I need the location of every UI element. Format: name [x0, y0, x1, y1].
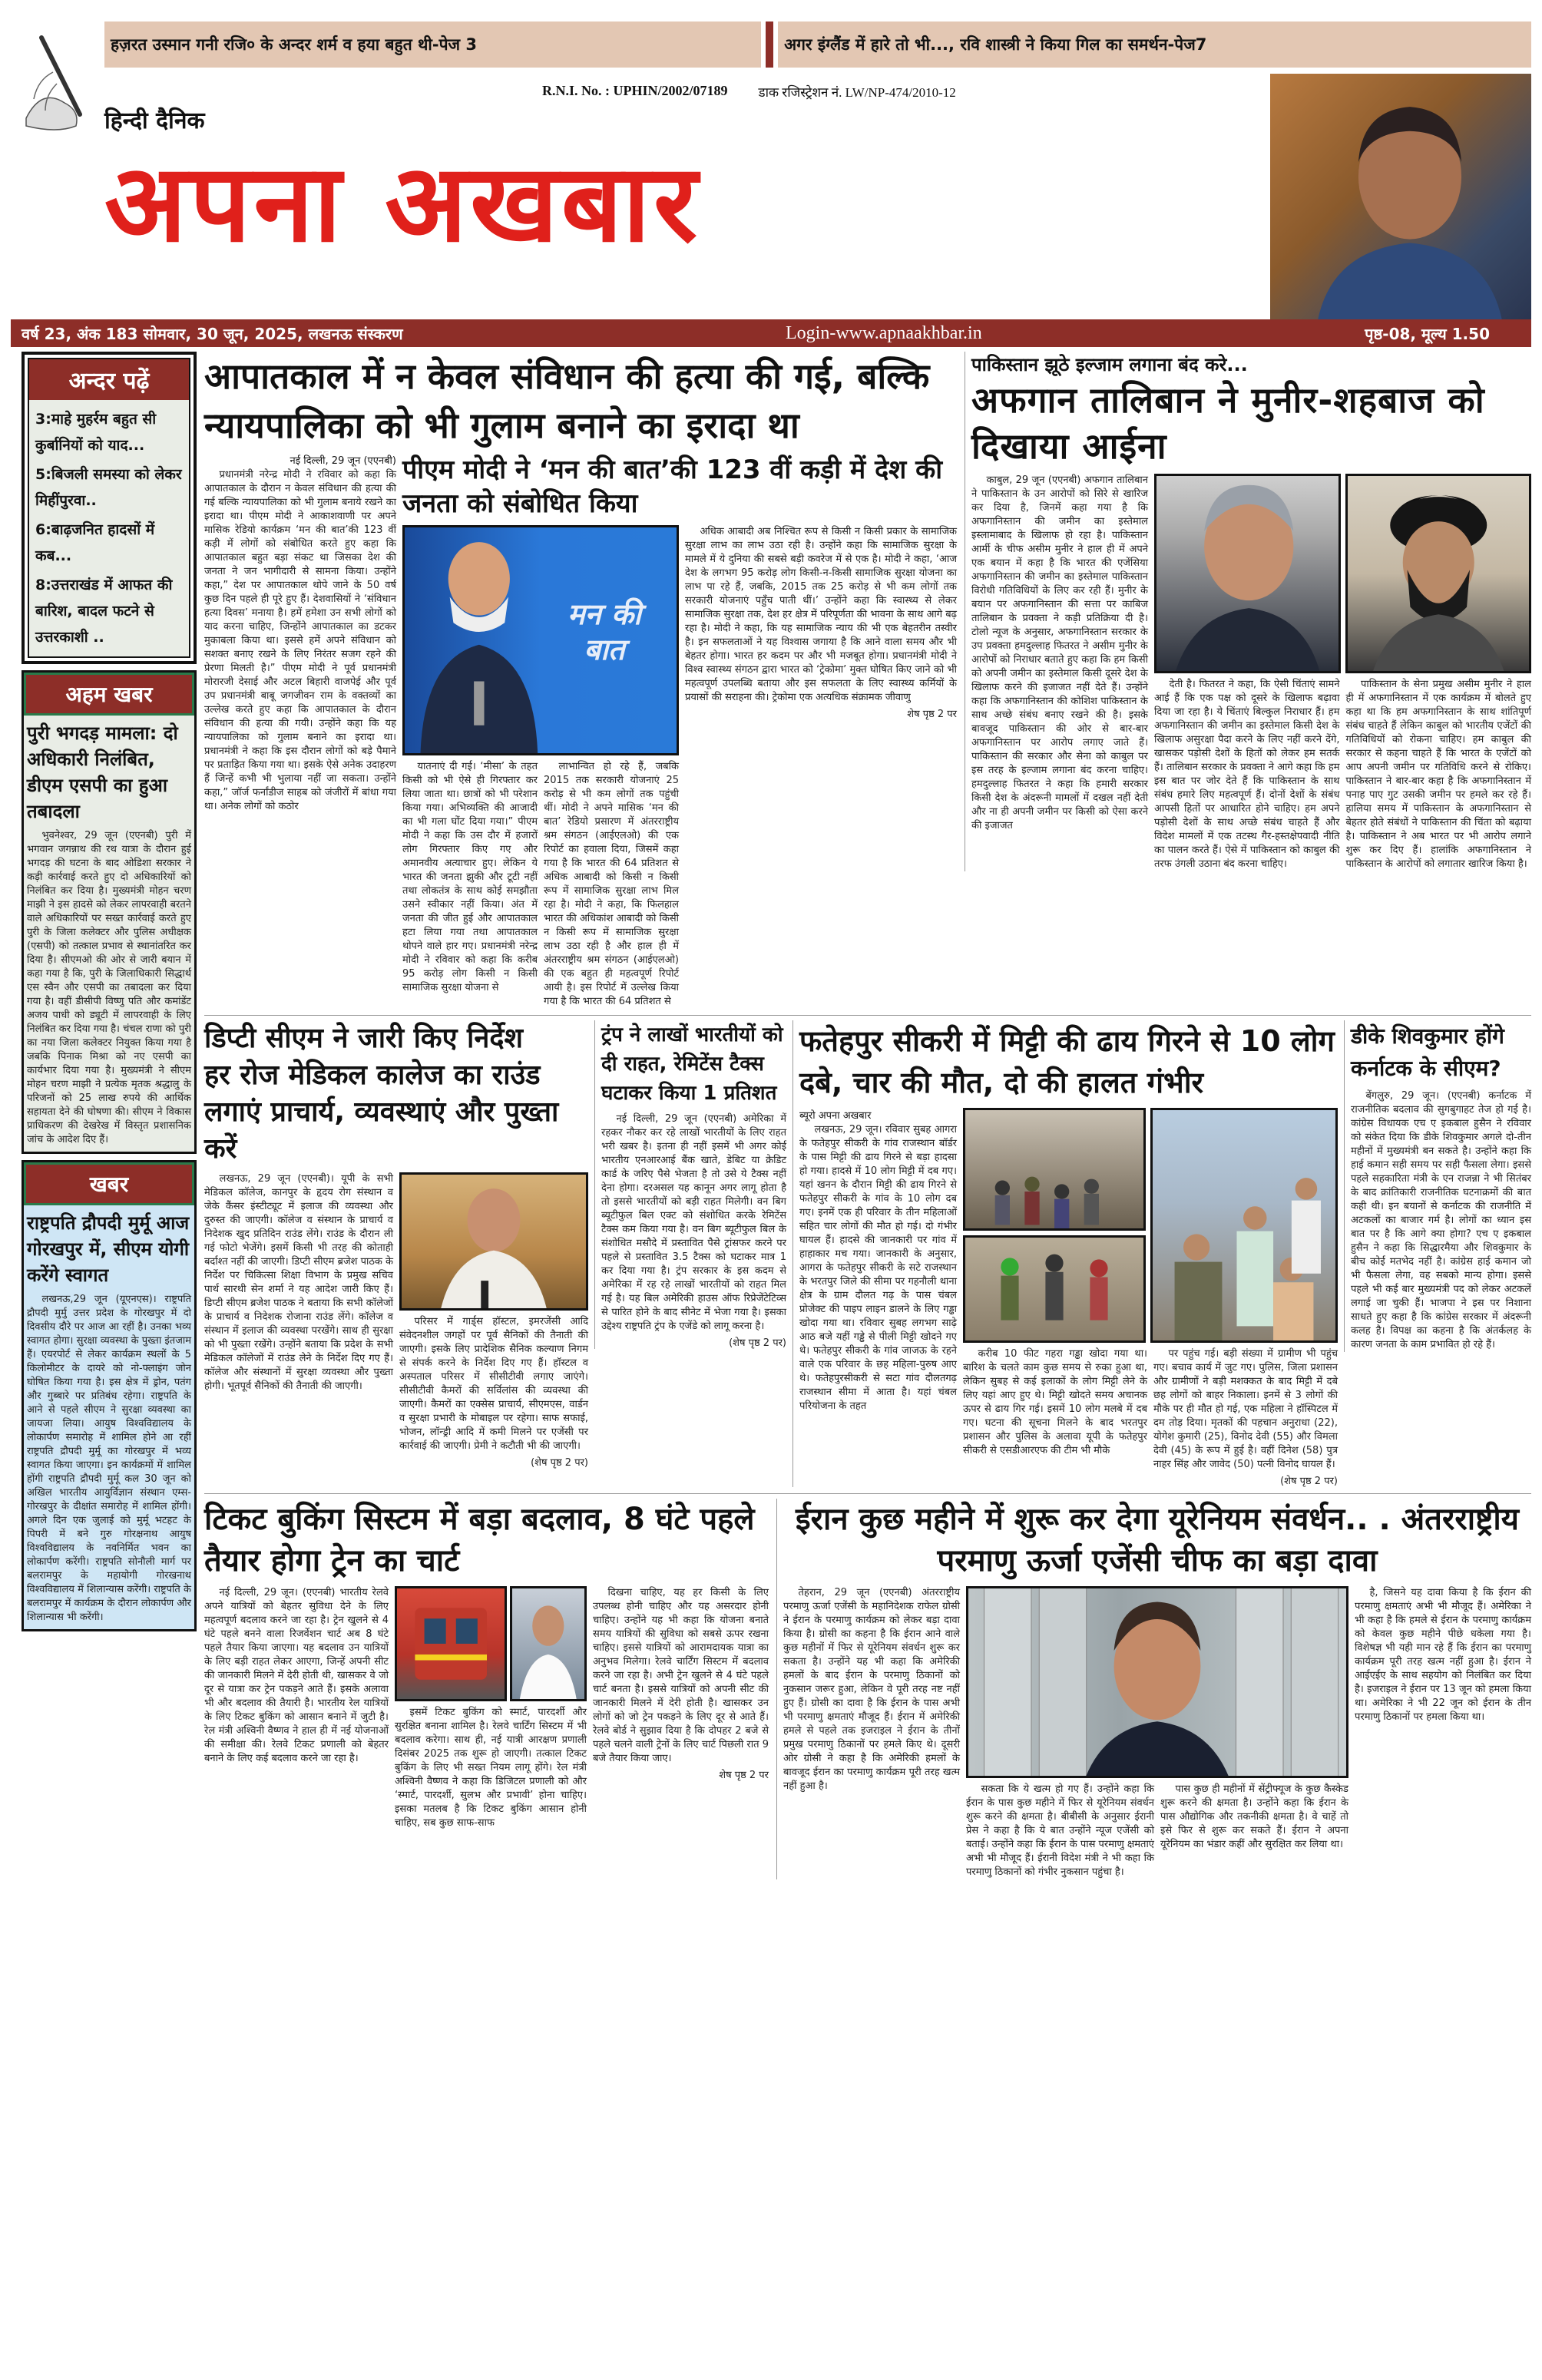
lead-dateline: नई दिल्ली, 29 जून (एएनबी): [290, 455, 396, 467]
fatehpur-byline: ब्यूरो अपना अखबार: [799, 1110, 872, 1122]
deputy-cm-kicker[interactable]: डिप्टी सीएम ने जारी किए निर्देश: [204, 1023, 523, 1054]
afghan-kicker: पाकिस्तान झूठे इल्जाम लगाना बंद करे...: [971, 354, 1248, 375]
lead-body-col2: यातनाएं दी गई। ‘मीसा’ के तहत किसी को भी ऐसे ही गिरफ्तार कर लिया जाता था। छात्रों को भी परेशान किया गया। अभिव्यक्ति की आजादी का भी गला घोंट दिया गया।” पीएम मोदी ने कहा कि उस दौर में हजारों लोग गिरफ्तार किए गए और अमानवीय अत्याचार हुए। लेकिन ये भारत की जनता झुकी और टूटी नहीं तथा लोकतंत्र के साथ कोई समझौता उसने स्वीकार नहीं किया। अंत में जनता की जीत हुई और आपातकाल हटा लिया गया तथा आपातकाल थोपने वाले हार गए। प्रधानमंत्री नरेन्द्र मोदी ने रविवार को कहा कि करीब 95 करोड़ लोग किसी न किसी सामाजिक सुरक्षा योजना से: [402, 761, 538, 993]
person-portrait-icon: [1270, 74, 1531, 319]
teaser-right-text: अगर इंग्लैंड में हारे तो भी..., रवि शास्त्री ने किया गिल का समर्थन-: [784, 35, 1175, 54]
trump-body: नई दिल्ली, 29 जून (एएनबी) अमेरिका में रहकर नौकर कर रहे लाखों भारतीयों के लिए राहत भरी खबर है। इतना ही नहीं इसमें भी अगर कोई भारतीय एनआरआई बैंक खाते, डेबिट या क्रेडिट कार्ड के जरिए पैसे भेजता है तो उसे ये टैक्स नहीं देना होगा। दरअसल यह कानून अगर लागू होता है तो इससे भारतीयों को बड़ी राहत मिलेगी। वन बिग ब्यूटीफुल बिल एक्ट को संशोधित करके रेमिटेंस टैक्स कम किया गया है। वन बिग ब्यूटीफुल बिल के संशोधित मसौदे में प्रस्तावित पैसे ट्रांसफर करने पर पहले से प्रस्तावित 3.5 टैक्स को घटाकर मात्र 1 कर दिया गया है। ट्रंप सरकार के इस कदम से अमेरिका में रह रहे लाखों भारतीयों को राहत मिल गई है। यह बिल अमेरिकी हाउस ऑफ रिप्रेजेंटेटिव्स से पारित होने के बाद सीनेट में भेजा गया है। इसका उद्देश्य राष्ट्रपति ट्रंप के एजेंडे को लागू करना है।: [601, 1113, 786, 1332]
lead-headline[interactable]: आपातकाल में न केवल संविधान की हत्या की गई, बल्कि न्यायपालिका को भी गुलाम बनाने का इरादा था: [204, 355, 930, 446]
railway-headline[interactable]: टिकट बुकिंग सिस्टम में बड़ा बदलाव, 8 घंटे पहले तैयार होगा ट्रेन का चार्ट: [204, 1502, 755, 1578]
teaser-left[interactable]: [104, 21, 761, 68]
iran-body-col2: सकता कि ये खत्म हो गए हैं। उन्होंने कहा कि ईरान के पास कुछ महीने में फिर से यूरेनियम संवर्धन शुरू करने की क्षमता है। बीबीसी के अनुसार ईरानी प्रेस ने कहा है कि ये बात उन्होंने न्यूज एजेंसी को बताई। उन्होंने कहा कि ईरान के पास परमाणु क्षमताएं अभी भी मौजूद हैं। ईरानी विदेश मंत्री ने भी कहा कि परमाणु ठिकानों को गंभीर नुकसान पहुंचा है।: [966, 1783, 1154, 1878]
dk-headline[interactable]: डीके शिवकुमार होंगे कर्नाटक के सीएम?: [1351, 1023, 1504, 1081]
railway-body-col3: दिखना चाहिए, यह हर किसी के लिए उपलब्ध होनी चाहिए और यह असरदार होनी चाहिए। उन्होंने यह भी कहा कि योजना बनाते समय यात्रियों की सुविधा को सबसे ऊपर रखना चाहिए। इससे यात्रियों को आरामदायक यात्रा का अनुभव मिलेगा। रेलवे चार्टिंग सिस्टम में बदलाव करने जा रहा है। अभी ट्रेन खुलने से 4 घंटे पहले चार्ट बनता है। इससे यात्रियों को अपनी सीट की जानकारी मिलने में देरी होती है। खासकर उन लोगों को जो ट्रेन पकड़ने के लिए दूर से आते हैं। रेलवे बोर्ड ने सुझाव दिया है कि दोपहर 2 बजे से पहले चलने वाली ट्रेनों के लिए चार्ट पिछली रात 9 बजे तैयार किया जाए।: [593, 1587, 769, 1764]
iran-headline[interactable]: ईरान कुछ महीने में शुरू कर देगा यूरेनियम संवर्धन.. . अंतरराष्ट्रीय परमाणु ऊर्जा एजेंसी चीफ का बड़ा दावा: [796, 1502, 1519, 1578]
inside-item[interactable]: 8:उत्तराखंड में आफत की बारिश, बादल फटने से उत्तरकाशी ..: [35, 577, 173, 646]
lead-body-col3: लाभान्वित हो रहे हैं, जबकि 2015 तक सरकारी योजनाएं 25 करोड़ से भी कम लोगों तक पहुंची थीं। मोदी ने अपने मासिक ‘मन की बात’ रेडियो प्रसारण में अंतरराष्ट्रीय श्रम संगठन (आईएलओ) की एक रिपोर्ट का हवाला दिया, जिसमें कहा गया है कि भारत की 64 प्रतिशत से अधिक आबादी को किसी न किसी रूप में सामाजिक सुरक्षा लाभ मिल रहा है। मोदी ने कहा, कि फिलहाल भारत की अधिकांश आबादी को किसी न किसी रूप में सामाजिक सुरक्षा लाभ उठा रही है और हाल ही में अंतरराष्ट्रीय श्रम संगठन (आईएलओ) की एक बहुत ही महत्वपूर्ण रिपोर्ट आयी है। इस रिपोर्ट में उल्लेख किया गया है कि भारत की 64 प्रतिशत से: [544, 761, 679, 1007]
important-news-body: भुवनेश्वर, 29 जून (एएनबी) पुरी में भगवान जगन्नाथ की रथ यात्रा के दौरान हुई भगदड़ की घटना के बाद ओडिशा सरकार ने कड़ी कार्रवाई करते हुए दो अधिकारियों को निलंबित कर दिया है। मुख्यमंत्री मोहन चरण माझी ने इस हादसे को लेकर लापरवाही बरतने वाले अधिकारियों पर सख्त कार्रवाई करते हुए पुरी के जिला कलेक्टर और पुलिस अधीक्षक (एसपी) को तत्काल प्रभाव से स्थानांतरित कर दिया है। सीएमओ की ओर से जारी बयान में कहा गया है कि, पुरी के जिलाधिकारी सिद्धार्थ एस स्वैन और एसपी का तबादला कर दिया गया है। वहीं डीसीपी विष्णु पति और कमांडेंट अजय पाधी को ड्यूटी में लापरवाही के लिए निलंबित कर दिया गया है। चंचल राणा को पुरी का नया जिला कलेक्टर नियुक्त किया गया है जबकि पिनाक मिश्रा को नए एसपी का कार्यभार दिया गया है। मुख्यमंत्री ने सीएम मोहन चरण माझी ने प्रत्येक मृतक श्रद्धालु के परिजनों को 25 लाख रुपये की आर्थिक सहायता देने की घोषणा की। सीएम ने विकास प्राधिकरण की देखरेख में विस्तृत प्रशासनिक जांच के आदेश दिए हैं।: [27, 830, 191, 1145]
fatehpur-site-photo-2: [963, 1235, 1146, 1343]
important-news-box: [22, 670, 197, 1154]
railway-body-col1: नई दिल्ली, 29 जून। (एएनबी) भारतीय रेलवे अपने यात्रियों को बेहतर सुविधा देने के लिए महत्वपूर्ण बदलाव करने जा रहा है। ट्रेन खुलने से 4 घंटे पहले बनने वाला रिजर्वेशन चार्ट अब 8 घंटे पहले तैयार किया जाएगा। यह बदलाव उन यात्रियों के लिए बड़ी राहत लेकर आएगा, जिन्हें अपनी सीट की जानकारी मिलने में देरी होती थी, खासकर वे जो दूर से यात्रा कर ट्रेन पकड़ने आते हैं। इसके अलावा भी और बदलाव की तैयारी है। भारतीय रेल यात्रियों के लिए टिकट बुकिंग को आसान बनाने में जुटी है। रेल मंत्री अश्विनी वैष्णव ने हाल ही में नई योजनाओं की समीक्षा की। रेलवे टिकट प्रणाली को बेहतर बनाने के लिए कई बदलाव करने जा रहा है।: [204, 1587, 389, 1764]
teaser-right-page: पेज7: [1174, 35, 1207, 54]
deputy-cm-story: [204, 1020, 588, 1469]
iran-body-col3: पास कुछ ही महीनों में सेंट्रीफ्यूज के कुछ कैस्केड शुरू करने की क्षमता है। उन्होंने कहा कि ईरान के पास औद्योगिक और तकनीकी क्षमता है। वे चाहें तो इसे फिर से शुरू कर सकते हैं। ईरान ने अपना यूरेनियम का भंडार कहीं और सुरक्षित कर लिया था।: [1160, 1783, 1348, 1850]
person-portrait-icon: [1156, 476, 1338, 671]
trump-story: [594, 1020, 786, 1349]
afghan-body-col3: पाकिस्तान के सेना प्रमुख असीम मुनीर ने हाल ही में अफगानिस्तान में एक कार्यक्रम में बोलते हुए कहा था कि हम अफगानिस्तान के साथ शांतिपूर्ण संबंध चाहते हैं लेकिन काबुल को भारतीय एजेंटों की गतिविधियों को रोकना चाहिए। हम काबुल की सरकार से कहना चाहते हैं कि भारत के एजेंटों को आप अपनी जमीन पर गतिविधि करने से रोकिए। पाकिस्तान ने बार-बार कहा है कि अफगानिस्तान में पनाह पाए गुट उसकी जमीन पर हमले कर रहे हैं। हालिया समय में पाकिस्तान के अफगानिस्तान से बेहतर होते संबंधों ने पाकिस्तान की चिंता को बढ़ाया है। पाकिस्तान ने अब भारत पर भी आरोप लगाने शुरू कर दिए हैं। हालांकि अफगानिस्तान ने पाकिस्तान के आरोपों को लगातार खारिज किया है।: [1345, 679, 1531, 870]
lead-body-col1: प्रधानमंत्री नरेन्द्र मोदी ने रविवार को कहा कि आपातकाल के दौरान न केवल संविधान की हत्या की गई बल्कि न्यायपालिका को भी गुलाम बनाये रखने का इरादा था। पीएम मोदी ने आकाशवाणी पर अपने मासिक रेडियो कार्यक्रम ‘मन की बात’की 123 वीं कड़ी में लोगों को संबोधित करते हुए कहा कि आपातकाल बहुत बड़ा संकट था जिसका देश की जनता ने जन भागीदारी से सामना किया। उन्होंने कहा,” देश पर आपातकाल थोपे जाने के 50 वर्ष कुछ दिन पहले ही पूरे हुए हैं। देशवासियों ने ‘संविधान हत्या दिवस’ मनाया है। हमें हमेशा उन सभी लोगों को याद करना चाहिए, जिन्होंने आपातकाल का डटकर मुकाबला किया था। इससे हमें अपने संविधान को सशक्त बनाए रखने के लिए निरंतर सजग रहने की प्रेरणा मिलती है।” पीएम मोदी ने पूर्व प्रधानमंत्री मोरारजी देसाई और अटल बिहारी वाजपेई और पूर्व उप प्रधानमंत्री बाबू जगजीवन राम के वक्तव्यों का उल्लेख करते हुए कहा कि आपातकाल के दौरान संविधान की हत्या की गयी। उन्होंने कहा कि यह न्यायपालिका को गुलाम बनाने का इरादा था। प्रधानमंत्री ने कहा कि इस दौरान लोगों को बड़े पैमाने पर प्रताड़ित किया गया था। इसके ऐसे अनेक उदाहरण हैं जिन्हें कभी भी भुलाया नहीं जा सकता। उन्होंने कहा,” जॉर्ज फर्नांडीज साहब को जंजीरों में बांधा गया था। अनेक लोगों को कठोर: [204, 469, 396, 812]
afghan-headline[interactable]: अफगान तालिबान ने मुनीर-शहबाज को दिखाया आईना: [971, 379, 1485, 467]
main-content: [204, 352, 1531, 1879]
pen-hand-icon: [11, 26, 95, 134]
fatehpur-headline[interactable]: फतेहपुर सीकरी में मिट्टी की ढाय गिरने से 10 लोग दबे, चार की मौत, दो की हालत गंभीर: [799, 1024, 1335, 1099]
important-news-title: अहम खबर: [24, 673, 194, 716]
newspaper-title: अपना अखबार: [104, 141, 701, 266]
news-box: [22, 1160, 197, 1631]
news-box-body: लखनऊ,29 जून (यूएनएस)। राष्ट्रपति द्रौपदी मुर्मु उत्तर प्रदेश के गोरखपुर में दो दिवसीय दौरे पर आज आ रहीं है। उनका भव्य स्वागत होगा। सुरक्षा व्यवस्था के पुख्ता इंतजाम हैं। एयरपोर्ट से लेकर कार्यक्रम स्थलों के 5 किलोमीटर के दायरे को नो-फ्लाइंग जोन घोषित किया गया है। इस क्षेत्र में ड्रोन, पतंग और गुब्बारे पर प्रतिबंध रहेगा। राष्ट्रपति के आने से पहले सीएम ने सुरक्षा व्यवस्था का जायजा लिया। आयुष विश्वविद्यालय के लोकार्पण समारोह में शामिल होने आ रहीं राष्ट्रपति द्रौपदी मुर्मू का गोरखपुर में भव्य स्वागत किया जाएगा। इन कार्यक्रमों में शामिल होंगी राष्ट्रपति द्रौपदी मुर्मू कल 30 जून को अखिल भारतीय आयुर्विज्ञान संस्थान एम्स-गोरखपुर के दीक्षांत समारोह में शामिल होंगी। अगले दिन एक जुलाई को मुर्मू भटहट के पिपरी में बने गुरु गोरक्षनाथ आयुष विश्वविद्यालय के नवनिर्मित भवन का लोकार्पण करेंगी। राष्ट्रपति सोनौली मार्ग पर बलरामपुर के महायोगी गोरखनाथ विश्वविद्यालय में शिलान्यास करेंगी। राष्ट्रपति के बलरामपुर में कार्यक्रम के दौरान लोकार्पण और शिलान्यास भी करेंगी।: [27, 1294, 191, 1623]
teaser-divider: [766, 21, 773, 68]
railway-body-col2: इसमें टिकट बुकिंग को स्मार्ट, पारदर्शी और सुरक्षित बनाना शामिल है। रेलवे चार्टिंग सिस्टम में भी बदलाव करेगा। साथ ही, नई यात्री आरक्षण प्रणाली दिसंबर 2025 तक शुरू हो जाएगी। तत्काल टिकट बुकिंग के लिए भी सख्त नियम लागू होंगे। रेल मंत्री अश्विनी वैष्णव ने कहा कि डिजिटल प्रणाली को और ‘स्मार्ट, पारदर्शी, सुलभ और प्रभावी’ होना चाहिए। इसका मतलब है कि टिकट बुकिंग आसान होनी चाहिए, सब कुछ साफ-साफ: [395, 1707, 587, 1829]
deputy-cm-photo: [399, 1172, 588, 1311]
tagline: हिन्दी दैनिक: [104, 107, 205, 134]
dk-body: बेंगलुरु, 29 जून। (एएनबी) कर्नाटक में राजनीतिक बदलाव की सुगबुगाहट तेज हो गई है। कांग्रेस विधायक एच ए इकबाल हुसैन ने रविवार को संकेत दिया कि डीके शिवकुमार अगले दो-तीन महीनों में मुख्यमंत्री बन सकते है। उन्होंने कहा कि हाई कमान सही समय पर सही फैसला लेगा। इससे पहले सहकारिता मंत्री के एन राजन्ना ने भी सितंबर के बाद क्रांतिकारी राजनीतिक घटनाक्रमों की बात कही थी। इन बयानों से कर्नाटक की राजनीति में अटकलों का बाजार गर्म है। लोगों का ध्यान इस बात पर है कि आगे क्या होगा? एच ए इकबाल हुसैन ने कहा कि सिद्धारमैया और शिवकुमार के बीच कोई मतभेद नहीं है। कांग्रेस हाई कमान जो भी फैसला लेगा, वह सबको मान्य होगा। इससे पहले भी कई बार मुख्यमंत्री पद को लेकर अटकलें लगाई जा चुकी हैं। भाजपा ने इस पर निशाना साधते हुए कहा है कि कांग्रेस सरकार में अंदरूनी कलह है। विपक्ष का कहना है कि अंतर्कलह के कारण जनता के काम प्रभावित हो रहे हैं।: [1351, 1090, 1531, 1350]
news-box-title: खबर: [24, 1162, 194, 1205]
deputy-cm-headline[interactable]: हर रोज मेडिकल कालेज का राउंड लगाएं प्राचार्य, व्यवस्थाएं और पुख्ता करें: [204, 1059, 559, 1165]
taliban-spokesperson-photo: [1345, 474, 1532, 673]
important-news-headline[interactable]: पुरी भगदड़ मामला: दो अधिकारी निलंबित, डीएम एसपी का हुआ तबादला: [27, 722, 178, 822]
deputy-cm-continued[interactable]: (शेष पृष्ठ 2 पर): [531, 1457, 588, 1469]
railway-story: [204, 1499, 769, 1830]
inside-item[interactable]: 3:माहे मुहर्रम बहुत सी कुर्बानियों को याद...: [35, 411, 157, 454]
fatehpur-body-col2: करीब 10 फीट गहरा गड्ढा खोदा गया था। बारिश के चलते काम कुछ समय से रुका हुआ था, लेकिन सुबह से कई इलाकों के लोग मिट्टी लेने के लिए यहां आए हुए थे। मिट्टी खोदते समय अचानक ऊपर से ढाय गिर गई। इसमें 10 लोग मलबे में दब गए। घटना की सूचना मिलने के बाद भरतपुर प्रशासन और पुलिस के अलावा यूपी के फतेहपुर सीकरी से एसडीआरएफ की टीम भी मौके: [963, 1348, 1147, 1456]
fatehpur-site-photo-1: [963, 1108, 1146, 1231]
deputy-cm-body-col2: परिसर में गार्ड्स हॉस्टल, इमरजेंसी आदि संवेदनशील जगहों पर पूर्व सैनिकों की तैनाती की जाएगी। इसके लिए प्रादेशिक सैनिक कल्याण निगम से संपर्क करने के निर्देश दिए गए हैं। हॉस्टल व अस्पताल परिसर में सीसीटीवी लगाए जाएंगे। सीसीटीवी कैमरों की सर्विलांस की व्यवस्था की जाएगी। कैमरों का एक्सेस प्राचार्य, सीएमएस, वार्डन व सुरक्षा प्रभारी के मोबाइल पर रहेगा। साफ सफाई, भोजन, लॉन्ड्री आदि में कमी मिलने पर एजेंसी पर कार्रवाई की जाएगी। प्रेमी ने कटौती भी की जाएगी।: [399, 1316, 588, 1452]
mann-ki-baat-photo: [402, 525, 679, 755]
lead-story: [204, 352, 957, 1009]
edition-bar: [11, 319, 1531, 347]
inside-item[interactable]: 5:बिजली समस्या को लेकर मिहींपुरवा..: [35, 466, 182, 509]
person-turban-portrait-icon: [1348, 476, 1530, 671]
fatehpur-rescue-photo: [1150, 1108, 1338, 1343]
lead-subheadline[interactable]: पीएम मोदी ने ‘मन की बात’की 123 वीं कड़ी में देश की जनता को संबोधित किया: [402, 455, 943, 519]
fatehpur-body-col1: लखनऊ, 29 जून। रविवार सुबह आगरा के फतेहपुर सीकरी के गांव राजस्थान बॉर्डर के पास मिट्टी की ढाय गिरने से बड़ा हादसा हो गया। हादसे में 10 लोग मिट्टी में दब गए। यहां खनन के दौरान मिट्टी की ढाय गिरने से फतेहपुर सीकरी के गांव के 10 लोग दब गए। इनमें एक ही परिवार के तीन महिलाओं सहित चार लोगों की मौत हो गई। दो गंभीर घायल हैं। हादसे की जानकारी पर गांव में हाहाकार मच गया। जानकारी के अनुसार, आगरा के फतेहपुर सीकरी के सटे राजस्थान के भरतपुर जिले की सीमा पर गहनौली थाना क्षेत्र के ग्राम दौलत गढ़ के पास चंबल प्रोजेक्ट की पाइप लाइन डालने के लिए गड्ढा खोदा गया था। रविवार सुबह लगभग साढ़े आठ बजे यहीं गड्ढे से पीली मिट्टी खोदने गए थे। फतेहपुर सीकरी के गांव जाजऊ के रहने वाले एक परिवार के छह महिला-पुरुष आए थे। फतेहपुरसीकरी से सटा गांव दौलतगढ़ राजस्थान सीमा में आता है। यहां चंबल परियोजना के तहत: [799, 1124, 957, 1412]
afghan-story: [965, 352, 1531, 871]
inside-box-title: अन्दर पढ़ें: [29, 359, 189, 400]
afghan-body-col2: देती है। फितरत ने कहा, कि ऐसी चिंताएं सामने आई हैं कि एक पक्ष को दूसरे के खिलाफ बढ़ावा दिया जा रहा है। ये चिंताएं बिल्कुल निराधार हैं। हम अफगानिस्तान की जमीन का इस्तेमाल किसी देश के खिलाफ असुरक्षा पैदा करने के लिए नहीं करने देंगे, खासकर पड़ोसी देशों के हितों को लेकर हम सतर्क हैं। तालिबान सरकार के प्रवक्ता ने आगे कहा कि हम इस बात पर जोर देते हैं कि पाकिस्तान के साथ संबंध हमारे लिए महत्वपूर्ण हैं। दोनों देशों के संबंध आपसी हितों पर आधारित होने चाहिए। हम अपने पड़ोसी देशों के साथ अच्छे संबंध चाहते हैं और विदेश मामलों में एक तटस्थ गैर-हस्तक्षेपवादी नीति का पालन करते हैं। ऐसे में पाकिस्तान को काबुल की तरफ उंगली उठाना बंद करना चाहिए।: [1154, 679, 1340, 870]
rescue-workers-icon: [965, 1238, 1143, 1340]
dk-story: [1344, 1020, 1531, 1352]
pages-price: पृष्ठ-08, मूल्य 1.50: [1365, 324, 1490, 343]
postal-registration: डाक रजिस्ट्रेशन नं. LW/NP-474/2010-12: [758, 85, 956, 100]
railway-continued[interactable]: शेष पृष्ठ 2 पर: [719, 1770, 769, 1781]
train-engine-icon: [397, 1588, 505, 1699]
pen-logo-illustration: [11, 11, 97, 319]
inside-item[interactable]: 6:बाढ़जनित हादसों में कब...: [35, 521, 155, 564]
rni-number: R.N.I. No. : UPHIN/2002/07189: [542, 83, 728, 98]
inside-box: [22, 352, 197, 664]
teaser-right[interactable]: [778, 21, 1531, 68]
pakistan-official-photo: [1154, 474, 1341, 673]
person-in-nuclear-facility-icon: [968, 1588, 1346, 1776]
website-link[interactable]: Login-www.apnaakhbar.in: [786, 322, 982, 343]
iran-story: [776, 1499, 1531, 1879]
edition-info: वर्ष 23, अंक 183 सोमवार, 30 जून, 2025, लखनऊ संस्करण: [22, 324, 403, 343]
teaser-left-text: हज़रत उस्मान गनी रजि० के अन्दर शर्म व हया बहुत थी-: [111, 35, 439, 54]
teaser-left-page: पेज 3: [438, 35, 477, 54]
afghan-body-col1: काबुल, 29 जून (एएनबी) अफगान तालिबान ने पाकिस्तान के उन आरोपों को सिरे से खारिज कर दिया है, जिनमें कहा गया है कि अफगानिस्तान की जमीन का इस्तेमाल इस्लामाबाद के खिलाफ हो रहा है। पाकिस्तान आर्मी के चीफ असीम मुनीर ने हाल ही में अपने एक बयान में कहा है कि भारत की एजेंसिया अफगानिस्तान की जमीन का इस्तेमाल पाकिस्तान विरोधी गतिविधियों के लिए कर रही हैं। मुनीर के बयान पर अफगानिस्तान की सत्ता पर काबिज तालिबान के प्रवक्ता ने कड़ी प्रतिक्रिया दी है। टोलो न्यूज के अनुसार, अफगानिस्तान सरकार के उप प्रवक्ता हमदुल्लाह फितरत ने असीम मुनीर के आरोपों को निराधार बताते हुए कहा कि हम किसी को अपनी जमीन का इस्तेमाल किसी दूसरे देश के खिलाफ करने की इजाजत नहीं देते हैं। उन्होंने कहा कि अफगानिस्तान की कोशिश पाकिस्तान के साथ अच्छे संबंध बनाए रखने की है। इसके बावजूद पाकिस्तान की ओर से बार-बार अफगानिस्तान पर आरोप लगाए जाते हैं। पाकिस्तान की सरकार और सेना को काबुल पर इस तरह के इल्जाम लगाना बंद करना चाहिए। हमदुल्लाह फितरत ने कहा कि हमारी सरकार किसी देश के अंदरूनी मामलों में दखल नहीं देती और ना ही अपनी जमीन पर किसी को ऐसा करने की इजाजत: [971, 474, 1148, 831]
person-portrait-icon: [512, 1588, 584, 1699]
trump-continued[interactable]: (शेष पृष्ठ 2 पर): [729, 1337, 786, 1349]
fatehpur-continued[interactable]: (शेष पृष्ठ 2 पर): [1280, 1476, 1338, 1487]
officials-at-accident-site-icon: [1153, 1110, 1335, 1340]
railway-minister-photo: [510, 1586, 587, 1701]
deputy-cm-body-col1: लखनऊ, 29 जून (एएनबी)। यूपी के सभी मेडिकल कॉलेज, कानपुर के हृदय रोग संस्थान व जेके कैंसर इंस्टीट्यूट में इलाज की व्यवस्था और दुरुस्त की जाएगी। कॉलेज व संस्थान के प्राचार्य व निदेशक खुद प्रतिदिन राउंड लेंगे। राउंड के दौरान ली गई फोटो भेजेंगे। इसमें किसी भी तरह की कोताही बर्दाश्त नहीं की जाएगी। डिप्टी सीएम ब्रजेश पाठक के निर्देश पर चिकित्सा शिक्षा विभाग के प्रमुख सचिव पार्थ सारथी सेन शर्मा ने यह आदेश जारी किए हैं। डिप्टी सीएम ब्रजेश पाठक ने बताया कि सभी कॉलेजों के प्राचार्य व निदेशक रोजाना राउंड लेंगे। कॉलेज व संस्थान में इलाज की व्यवस्था परखेंगे। साथ ही सुरक्षा को भी पुख्ता रखेंगे। उन्होंने बताया कि प्रदेश के सभी मेडिकल कॉलेजों में राउंड लेने के निर्देश दिए गए हैं। कॉलेज और संस्थानों में सुरक्षा व्यवस्था और पुख्ता होगी। भूतपूर्व सैनिकों की तैनाती की जाएगी।: [204, 1173, 393, 1392]
fatehpur-story: [793, 1020, 1338, 1487]
masthead: [0, 0, 1542, 319]
iran-body-col1: तेहरान, 29 जून (एएनबी) अंतरराष्ट्रीय परमाणु ऊर्जा एजेंसी के महानिदेशक राफेल ग्रोसी ने ईरान के परमाणु कार्यक्रम को लेकर बड़ा दावा किया है। ग्रोसी का कहना है कि ईरान आने वाले कुछ महीनों में फिर से यूरेनियम संवर्धन शुरू कर सकता है। उन्होंने यह भी कहा कि अमेरिकी हमलों के बाद ईरान के परमाणु ठिकानों को नुकसान जरूर हुआ, लेकिन वे पूरी तरह नष्ट नहीं हुए हैं। ग्रोसी का दावा है कि ईरान के पास अभी भी परमाणु क्षमताएं मौजूद हैं। ईरान में अमेरिकी हमले से पहले तक इजराइल ने ईरान के तीनों प्रमुख परमाणु ठिकानों पर हमले किए थे। दूसरी ओर ग्रोसी ने कहा है कि अमेरिकी हमलों के बावजूद ईरान का परमाणु कार्यक्रम पूरी तरह खत्म नहीं हुआ है।: [783, 1587, 960, 1792]
fatehpur-body-col3: पर पहुंच गई। बड़ी संख्या में ग्रामीण भी पहुंच गए। बचाव कार्य में जुट गए। पुलिस, जिला प्रशासन और ग्रामीणों ने बड़ी मशक्कत के बाद मिट्टी में दबे छह लोगों को बाहर निकाला। इनमें से 3 लोगों की मौके पर ही मौत हो गई, एक महिला ने हॉस्पिटल में दम तोड़ दिया। मृतकों की पहचान अनुराधा (22), योगेश कुमारी (25), विनोद देवी (55) और विमला देवी (45) के रूप में हुई है। वहीं दिनेश (58) पुत्र नाहर सिंह और जावेद (50) पत्नी विनोद घायल हैं।: [1153, 1348, 1338, 1470]
cricket-coach-photo: [1270, 74, 1531, 319]
iran-body-col4: है, जिसने यह दावा किया है कि ईरान की परमाणु क्षमताएं अभी भी मौजूद हैं। अमेरिका ने भी कहा है कि हमले से ईरान के परमाणु कार्यक्रम को केवल कुछ महीने पीछे धकेला गया है। विशेषज्ञ भी यही मान रहे हैं कि ईरान का परमाणु कार्यक्रम पूरी तरह खत्म नहीं हुआ है। ईरान ने आईएईए के साथ सहयोग को निलंबित कर दिया है। इजराइल ने ईरान पर 13 जून को हमला किया था। अमेरिका ने भी 22 जून को ईरान के तीन परमाणु ठिकानों पर हमला किया था।: [1355, 1587, 1531, 1723]
mann-ki-baat-logo-text: मन की बात: [567, 597, 642, 666]
train-photo: [395, 1586, 507, 1701]
news-box-headline[interactable]: राष्ट्रपति द्रौपदी मुर्मू आज गोरखपुर में, सीएम योगी करेंगे स्वागत: [27, 1212, 190, 1286]
lead-continued[interactable]: शेष पृष्ठ 2 पर: [907, 709, 957, 720]
person-portrait-icon: [402, 1175, 586, 1308]
iaea-chief-photo: [966, 1586, 1348, 1778]
sidebar: [22, 352, 197, 1631]
crowd-at-site-icon: [965, 1110, 1143, 1228]
trump-headline[interactable]: ट्रंप ने लाखों भारतीयों को दी राहत, रेमिटेंस टैक्स घटाकर किया 1 प्रतिशत: [601, 1023, 783, 1105]
lead-body-col4: अधिक आबादी अब निश्चित रूप से किसी न किसी प्रकार के सामाजिक सुरक्षा लाभ का लाभ उठा रही है। उन्होंने कहा कि सामाजिक सुरक्षा के मामले में ये दुनिया की सबसे बड़ी कवरेज में से एक है। मोदी ने कहा, ‘आज देश के लगभग 95 करोड़ लोग किसी-न-किसी सामाजिक सुरक्षा योजना का लाभ पा रहे हैं, जबकि, 2015 तक 25 करोड़ से भी कम लोगों तक सरकारी योजनाएं पहुँच पाती थीं।’ उन्होंने कहा कि स्वास्थ्य से लेकर सामाजिक सुरक्षा तक, देश हर क्षेत्र में परिपूर्णता की भावना के साथ आगे बढ़ रहा है। मोदी ने कहा, कि यह सामाजिक न्याय की भी एक बेहतरीन तस्वीर है। इन सफलताओं ने यह विश्वास जगाया है कि आने वाला समय और भी बेहतर होगा। भारत हर कदम पर और भी मजबूत होगा। प्रधानमंत्री मोदी ने विश्व स्वास्थ्य संगठन द्वारा भारत को ‘ट्रेकोमा’ मुक्त घोषित किए जाने को भी महत्वपूर्ण उपलब्धि बताया और इस सफलता के लिए स्वास्थ्य कर्मियों के प्रयासों की सराहना की। ट्रेकोमा एक अत्यधिक संक्रामक जीवाणु: [685, 526, 957, 703]
